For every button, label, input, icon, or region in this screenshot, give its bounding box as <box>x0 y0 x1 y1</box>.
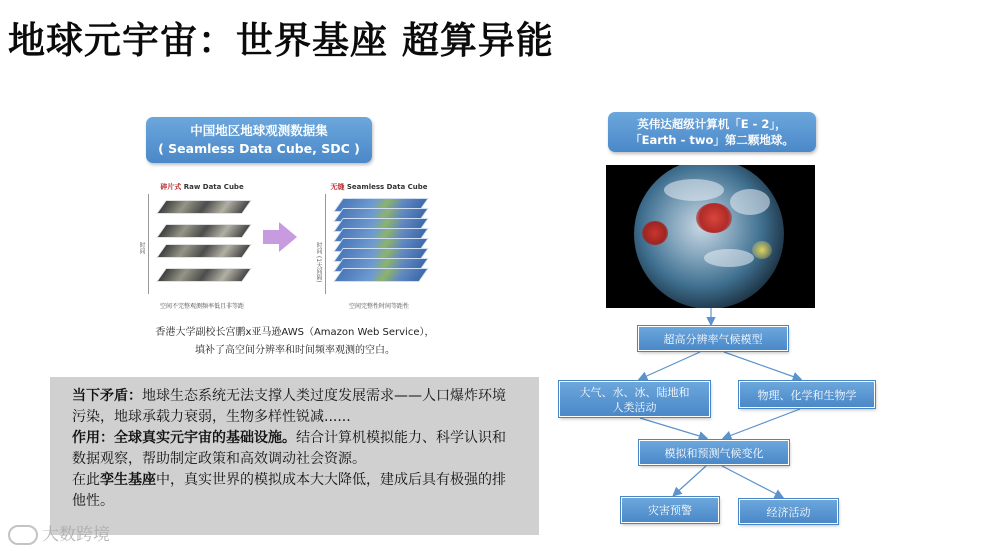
role-highlight: 全球真实元宇宙的基础设施。 <box>114 430 296 446</box>
raw-layer <box>156 244 252 258</box>
node-sciences: 物理、化学和生物学 <box>739 381 875 408</box>
raw-cube-stack <box>151 194 259 294</box>
earth-globe-image <box>606 165 815 308</box>
twin-text-b: 中，真实世界的模拟成本大大降低，建成后具有极强的排他性。 <box>72 472 506 509</box>
sdc-title-line1: 中国地区地球观测数据集 <box>190 123 328 138</box>
raw-layer <box>156 224 252 238</box>
raw-cube-header <box>143 182 261 192</box>
node-earth-systems-line2: 人类活动 <box>612 401 657 414</box>
node-earth-systems <box>559 381 710 417</box>
e2-title-pill <box>608 112 816 152</box>
sdc-caption <box>150 324 440 360</box>
watermark <box>8 520 110 545</box>
raw-cube-label-cn: 碎片式 <box>160 183 182 191</box>
role-text: 结合计算机模拟能力、科学认识和数据观察，帮助制定政策和高效调动社会资源。 <box>72 430 506 467</box>
summary-text <box>72 386 517 512</box>
node-earth-systems-line1: 大气、水、冰、陆地和 <box>579 386 690 399</box>
page-title: 地球元宇宙：世界基座 超算异能 <box>8 19 554 62</box>
raw-cube-axis-label: 时间 <box>138 242 145 254</box>
e2-title-line2: 「Earth - two」第二颗地球。 <box>630 133 794 147</box>
raw-data-cube <box>138 182 261 310</box>
raw-cube-caption: 空间不完整观测频率低且非等距 <box>159 303 244 310</box>
seamless-cube-label-en: Seamless Data Cube <box>344 183 428 191</box>
twin-text-a: 在此 <box>72 472 100 488</box>
contradiction-label: 当下矛盾： <box>72 388 142 404</box>
raw-layer <box>156 268 252 282</box>
seamless-data-cube <box>315 182 438 310</box>
seamless-cube-label-cn: 无缝 <box>330 183 345 191</box>
seamless-cube-caption: 空间完整性时间等距性 <box>348 303 409 310</box>
node-climate-model: 超高分辨率气候模型 <box>638 326 788 351</box>
twin-highlight: 孪生基座 <box>100 472 156 488</box>
sdc-title-pill <box>146 117 372 163</box>
sdc-caption-line1: 香港大学副校长宫鹏x亚马逊AWS（Amazon Web Service）， <box>155 327 435 338</box>
seamless-cube-header <box>320 182 438 192</box>
node-economic-activity: 经济活动 <box>739 499 838 524</box>
sdc-title-line2: ( Seamless Data Cube, SDC ) <box>158 141 360 156</box>
globe <box>634 165 784 308</box>
watermark-text: 大数跨境 <box>42 525 110 545</box>
raw-layer <box>156 200 252 214</box>
sdc-caption-line2: 填补了高空间分辨率和时间频率观测的空白。 <box>195 345 395 356</box>
role-label: 作用： <box>72 430 114 446</box>
seamless-cube-stack <box>328 194 436 294</box>
raw-cube-label-en: Raw Data Cube <box>181 183 244 191</box>
watermark-logo-icon <box>8 525 38 545</box>
node-disaster-warning: 灾害预警 <box>621 497 719 523</box>
seamless-layer <box>333 268 429 282</box>
contradiction-text: 地球生态系统无法支撑人类过度发展需求——人口爆炸环境污染，地球承载力衰弱，生物多样性锐减...... <box>72 388 506 425</box>
node-simulate-climate: 模拟和预测气候变化 <box>639 440 789 465</box>
seamless-cube-axis-label: 时间 (1天间隔) <box>315 242 322 283</box>
e2-title-line1: 英伟达超级计算机「E - 2」， <box>637 117 787 131</box>
